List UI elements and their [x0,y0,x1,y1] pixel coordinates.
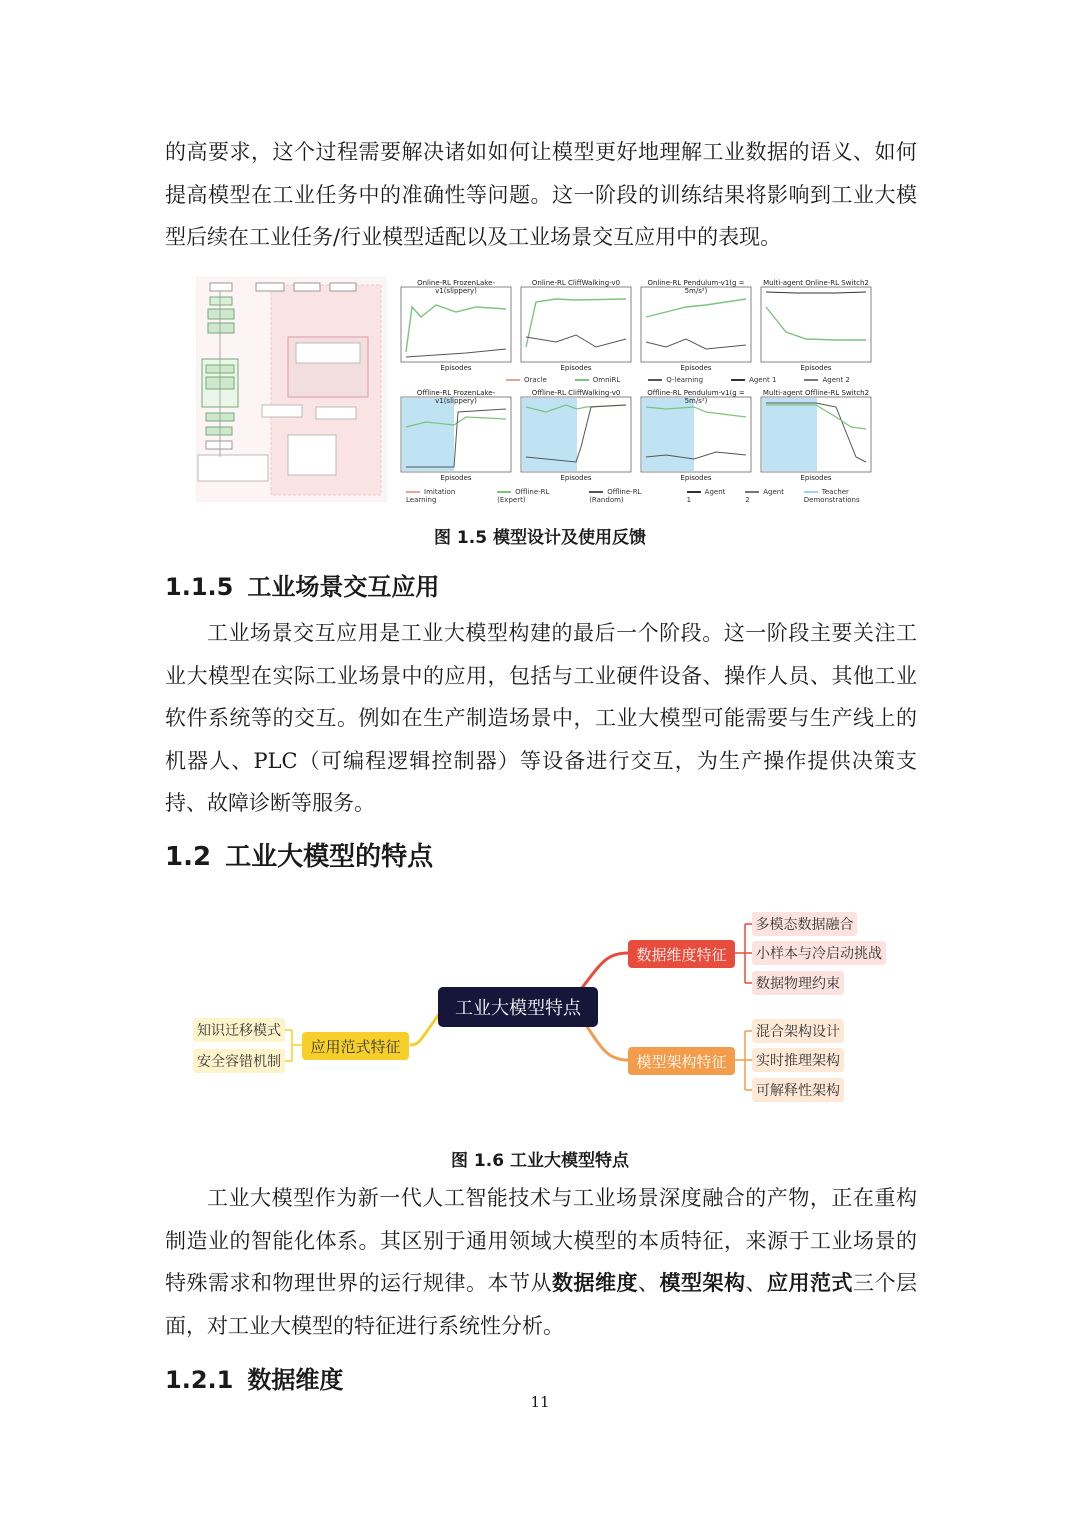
emphasis-application-paradigm: 应用范式 [767,1270,853,1295]
section-heading-1-2-1 [165,1360,343,1395]
mindmap-data-branch: 数据维度特征 [628,940,735,968]
panel-title: Online-RL FrozenLake-v1(slippery) [417,279,495,295]
section-title: 数据维度 [247,1366,344,1394]
separator: 、 [745,1271,767,1295]
paragraph-text: 工业大模型作为新一代人工智能技术与工业场景深度融合的产物，正在重构制造业的智能化体系。其区别于通用领域大模型的本质特征，来源于工业场景的特殊需求和物理世界的运行规律。本节从 [165,1186,917,1295]
figure-1-6-caption: 图 1.6 工业大模型特点 [451,1151,629,1171]
axis-x-label: Episodes [800,364,832,372]
section-number: 1.2 [165,842,212,872]
mindmap-leaf: 实时推理架构 [752,1048,844,1072]
mindmap-model-branch: 模型架构特征 [628,1047,735,1075]
legend-item: Offline-RL (Random) [589,488,668,504]
panel-title: Online-RL CliffWalking-v0 [531,279,621,287]
figure-1-6-mindmap [0,895,1080,1125]
legend-item: Oracle [506,376,547,384]
axis-x-label: Episodes [800,474,832,482]
axis-x-label: Episodes [440,474,472,482]
axis-x-label: Episodes [680,364,712,372]
mindmap-leaf: 小样本与冷启动挑战 [752,941,886,965]
mindmap-center-node: 工业大模型特点 [438,987,598,1027]
legend-item: OmniRL [575,376,620,384]
mindmap-leaf: 数据物理约束 [752,971,844,995]
legend-item: Offline-RL (Expert) [497,488,571,504]
intro-paragraph: 的高要求，这个过程需要解决诸如如何让模型更好地理解工业数据的语义、如何提高模型在工业任务中的准确性等问题。这一阶段的训练结果将影响到工业大模型后续在工业任务/行业模型适配以及工业场景交互应用中的表现。 [165,140,917,249]
panel-title: Online-RL Pendulum-v1(g = 5m/s²) [647,279,745,295]
page-number: 11 [530,1393,550,1411]
axis-x-label: Episodes [560,474,592,482]
panel-title: Multi-agent Offline-RL Switch2 [762,389,870,397]
section-title: 工业大模型的特点 [225,842,434,872]
panel-title: Offline-RL CliffWalking-v0 [531,389,621,397]
emphasis-model-architecture: 模型架构 [659,1270,746,1295]
emphasis-data-dimension: 数据维度 [552,1270,638,1295]
mindmap-leaf: 混合架构设计 [752,1019,844,1043]
paragraph-1-1-5: 工业场景交互应用是工业大模型构建的最后一个阶段。这一阶段主要关注工业大模型在实际工业场景中的应用，包括与工业硬件设备、操作人员、其他工业软件系统等的交互。例如在生产制造场景中，工业大模型可能需要与生产线上的机器人、PLC（可编程逻辑控制器）等设备进行交互，为生产操作提供决策支持、故障诊断等服务。 [165,621,917,815]
paragraph-text: 三个层面，对工业大模型的特征进行系统性分析。 [165,1271,917,1338]
section-number: 1.2.1 [165,1366,234,1394]
legend-top [506,376,850,384]
legend-item: Agent 1 [686,488,726,504]
legend-item: Agent 2 [745,488,784,504]
panel-title: Offline-RL Pendulum-v1(g = 5m/s²) [647,389,745,405]
section-heading-1-2 [165,836,433,873]
section-title: 工业场景交互应用 [247,573,440,601]
section-number: 1.1.5 [165,573,234,601]
panel-title: Offline-RL FrozenLake-v1(slippery) [416,389,496,405]
section-heading-1-1-5 [165,567,439,602]
mindmap-leaf: 多模态数据融合 [752,912,857,936]
mindmap-leaf: 可解释性架构 [752,1078,844,1102]
legend-item: Q-learning [648,376,703,384]
legend-item: Teacher Demonstrations [804,488,896,504]
panel-title: Multi-agent Online-RL Switch2 [763,279,869,287]
legend-item: Agent 2 [804,376,849,384]
figure-1-5 [196,277,896,502]
figure-1-5-caption: 图 1.5 模型设计及使用反馈 [434,528,646,548]
legend-item: Imitation Learning [406,488,479,504]
legend-bottom [406,488,896,504]
mindmap-leaf: 安全容错机制 [193,1049,285,1073]
axis-x-label: Episodes [680,474,712,482]
mindmap-leaf: 知识迁移模式 [193,1018,285,1042]
axis-x-label: Episodes [560,364,592,372]
legend-item: Agent 1 [731,376,776,384]
paragraph-1-2 [165,1177,917,1347]
axis-x-label: Episodes [440,364,472,372]
separator: 、 [638,1271,660,1295]
mindmap-app-branch: 应用范式特征 [302,1032,409,1060]
